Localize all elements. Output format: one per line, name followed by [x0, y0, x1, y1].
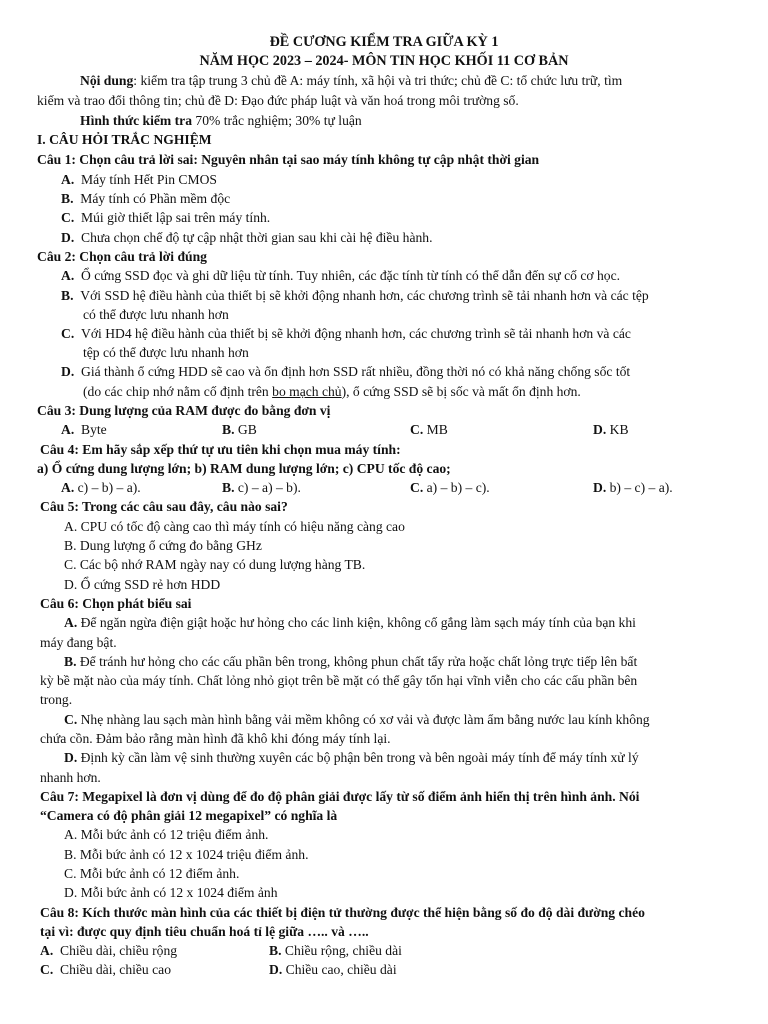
q3-option-c: C. MB	[410, 422, 448, 437]
q1-option-a: A. Máy tính Hết Pin CMOS	[61, 172, 217, 187]
q2-option-b: B. Với SSD hệ điều hành của thiết bị sẽ khởi động nhanh hơn, các chương trình sẽ tải nhanh hơn và các tệp	[61, 288, 649, 303]
motherboard-term: bo mạch chủ	[272, 384, 342, 399]
content-line-2: kiếm và trao đổi thông tin; chủ đề D: Đạo đức pháp luật và văn hoá trong môi trường số.	[37, 93, 519, 108]
question-1-title: Câu 1: Chọn câu trả lời sai: Nguyên nhân tại sao máy tính không tự cập nhật thời gian	[37, 152, 540, 167]
q7-option-b: B. Mỗi bức ảnh có 12 x 1024 triệu điểm ảnh.	[64, 847, 309, 862]
question-5-title: Câu 5: Trong các câu sau đây, câu nào sai?	[40, 499, 288, 514]
question-7-title-cont: “Camera có độ phân giải 12 megapixel” có nghĩa là	[40, 808, 338, 823]
question-4-subtitle: a) Ổ cứng dung lượng lớn; b) RAM dung lượng lớn; c) CPU tốc độ cao;	[37, 461, 451, 476]
format-label: Hình thức kiểm tra	[80, 113, 192, 128]
q6-option-d: D. Định kỳ cần làm vệ sinh thường xuyên các bộ phận bên trong và bên ngoài máy tính để máy tính xử lý	[64, 750, 639, 765]
question-6-title: Câu 6: Chọn phát biểu sai	[40, 596, 192, 611]
q8-option-c: C. Chiều dài, chiều cao	[40, 962, 171, 977]
q3-option-d: D. KB	[593, 422, 629, 437]
q1-option-d: D. Chưa chọn chế độ tự cập nhật thời gian sau khi cài hệ điều hành.	[61, 230, 433, 245]
question-8-title-cont: tại vì: được quy định tiêu chuẩn hoá tỉ lệ giữa ….. và …..	[40, 924, 369, 939]
q2-option-d: D. Giá thành ổ cứng HDD sẽ cao và ổn định hơn SSD rất nhiều, đồng thời nó có khả năng chống sốc tốt	[61, 364, 631, 379]
q2-option-c-cont: tệp có thể được lưu nhanh hơn	[83, 345, 249, 360]
q5-option-c: C. Các bộ nhớ RAM ngày nay có dung lượng hàng TB.	[64, 557, 366, 572]
q4-option-b: B. c) – a) – b).	[222, 480, 301, 495]
q5-option-b: B. Dung lượng ổ cứng đo bằng GHz	[64, 538, 262, 553]
section-heading: I. CÂU HỎI TRẮC NGHIỆM	[37, 132, 212, 147]
q8-option-b: B. Chiều rộng, chiều dài	[269, 943, 402, 958]
q2-option-d-cont: (do các chip nhớ nằm cố định trên bo mạch chủ), ổ cứng SSD sẽ bị sốc và mất ổn định hơn.	[83, 384, 581, 399]
document-title: ĐỀ CƯƠNG KIỂM TRA GIỮA KỲ 1	[269, 34, 499, 50]
content-label: Nội dung	[80, 73, 134, 88]
q7-option-c: C. Mỗi bức ảnh có 12 điểm ảnh.	[64, 866, 240, 881]
q4-option-d: D. b) – c) – a).	[593, 480, 673, 495]
q5-option-d: D. Ổ cứng SSD rẻ hơn HDD	[64, 577, 221, 592]
q7-option-a: A. Mỗi bức ảnh có 12 triệu điểm ảnh.	[64, 827, 269, 842]
q1-option-c: C. Múi giờ thiết lập sai trên máy tính.	[61, 210, 271, 225]
q4-option-a: A. c) – b) – a).	[61, 480, 141, 495]
q6-option-a-cont: máy đang bật.	[40, 635, 117, 650]
content-line-1: Nội dung: kiểm tra tập trung 3 chủ đề A: máy tính, xã hội và tri thức; chủ đề C: tổ chức lưu trữ, tìm	[80, 73, 623, 88]
q6-option-b-cont-1: kỳ bề mặt nào của máy tính. Chất lỏng nhỏ giọt trên bề mặt có thể gây tổn hại vĩnh viễn cho các cấu phần bên	[40, 673, 638, 688]
q6-option-b: B. Để tránh hư hỏng cho các cấu phần bên trong, không phun chất tẩy rửa hoặc chất lỏng trực tiếp lên bất	[64, 654, 638, 669]
q3-option-b: B. GB	[222, 422, 257, 437]
q6-option-d-cont: nhanh hơn.	[40, 770, 101, 785]
question-3-title: Câu 3: Dung lượng của RAM được đo bằng đơn vị	[37, 403, 331, 418]
question-4-title: Câu 4: Em hãy sắp xếp thứ tự ưu tiên khi chọn mua máy tính:	[40, 442, 401, 457]
document-subtitle: NĂM HỌC 2023 – 2024- MÔN TIN HỌC KHỐI 11 CƠ BẢN	[199, 53, 569, 69]
question-8-title: Câu 8: Kích thước màn hình của các thiết bị điện tử thường được thể hiện bằng số đo độ dài đường chéo	[40, 905, 645, 920]
q2-option-a: A. Ổ cứng SSD đọc và ghi dữ liệu từ tính. Tuy nhiên, các đặc tính từ tính có thể dẫn đến sự cố cơ học.	[61, 268, 620, 283]
q3-option-a: A. Byte	[61, 422, 107, 437]
q6-option-c-cont: chứa cồn. Đảm bảo rằng màn hình đã khô khi đóng máy tính lại.	[40, 731, 391, 746]
exam-format: Hình thức kiểm tra 70% trắc nghiệm; 30% tự luận	[80, 113, 362, 128]
q8-option-a: A. Chiều dài, chiều rộng	[40, 943, 178, 958]
q2-option-c: C. Với HD4 hệ điều hành của thiết bị sẽ khởi động nhanh hơn, các chương trình sẽ tải nhanh hơn và các	[61, 326, 631, 341]
question-7-title: Câu 7: Megapixel là đơn vị dùng để đo độ phân giải được lấy từ số điểm ảnh hiển thị trên hình ảnh. Nói	[40, 789, 640, 804]
q7-option-d: D. Mỗi bức ảnh có 12 x 1024 điểm ảnh	[64, 885, 278, 900]
q2-option-b-cont: có thể được lưu nhanh hơn	[83, 307, 229, 322]
q6-option-c: C. Nhẹ nhàng lau sạch màn hình bằng vải mềm không có xơ vải và được làm ẩm bằng nước lau kính không	[64, 712, 650, 727]
q5-option-a: A. CPU có tốc độ càng cao thì máy tính có hiệu năng càng cao	[64, 519, 405, 534]
q1-option-b: B. Máy tính có Phần mềm độc	[61, 191, 231, 206]
question-2-title: Câu 2: Chọn câu trả lời đúng	[37, 249, 207, 264]
q6-option-b-cont-2: trong.	[40, 692, 73, 707]
q8-option-d: D. Chiều cao, chiều dài	[269, 962, 397, 977]
q4-option-c: C. a) – b) – c).	[410, 480, 490, 495]
q6-option-a: A. Để ngăn ngừa điện giật hoặc hư hỏng cho các linh kiện, không cố gắng làm sạch máy tính của bạn khi	[64, 615, 636, 630]
